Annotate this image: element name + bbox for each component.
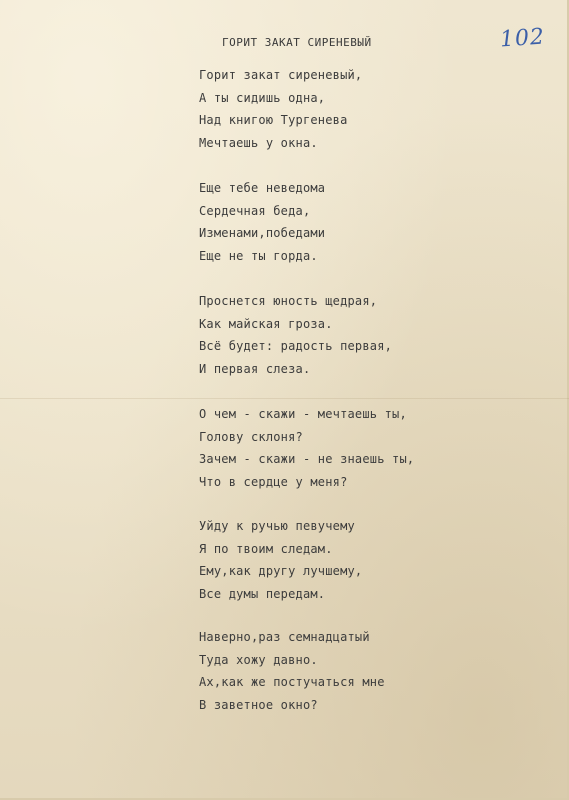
poem-line: О чем - скажи - мечтаешь ты, — [199, 407, 407, 421]
poem-line: Горит закат сиреневый, — [199, 68, 363, 82]
poem-line: Еще не ты горда. — [199, 248, 318, 263]
poem-line: Ему,как другу лучшему, — [199, 564, 363, 579]
poem-line: Всё будет: радость первая, — [199, 339, 393, 354]
poem-line: И первая слеза. — [199, 361, 311, 376]
poem-line: Сердечная беда, — [199, 203, 311, 218]
poem-title: ГОРИТ ЗАКАТ СИРЕНЕВЫЙ — [222, 36, 372, 49]
poem-line: Я по твоим следам. — [199, 541, 333, 556]
poem-line: Что в сердце у меня? — [199, 474, 348, 489]
poem-line: Ах,как же постучаться мне — [199, 675, 385, 690]
poem-line: Голову склоня? — [199, 429, 303, 444]
poem-line: Уйду к ручью певучему — [199, 519, 355, 533]
paper-fold — [0, 398, 569, 399]
poem-line: Все думы передам. — [199, 586, 326, 601]
poem-line: Мечтаешь у окна. — [199, 135, 318, 150]
stanza-1 — [199, 64, 362, 154]
poem-line: Наверно,раз семнадцатый — [199, 630, 370, 644]
poem-line: Над книгою Тургенева — [199, 113, 348, 128]
poem-line: Туда хожу давно. — [199, 652, 318, 667]
stanza-4 — [199, 403, 414, 493]
poem-line: Зачем - скажи - не знаешь ты, — [199, 452, 415, 467]
stanza-3 — [199, 290, 392, 380]
poem-line: Изменами,победами — [199, 226, 326, 241]
poem-line: Проснется юность щедрая, — [199, 294, 378, 308]
poem-line: Как майская гроза. — [199, 316, 333, 331]
poem-line: Еще тебе неведома — [199, 181, 326, 195]
handwritten-page-number: 102 — [499, 24, 546, 53]
poem-line: В заветное окно? — [199, 697, 318, 712]
stanza-6 — [199, 626, 385, 716]
stanza-5 — [199, 515, 362, 605]
poem-line: А ты сидишь одна, — [199, 90, 326, 105]
stanza-2 — [199, 177, 325, 267]
